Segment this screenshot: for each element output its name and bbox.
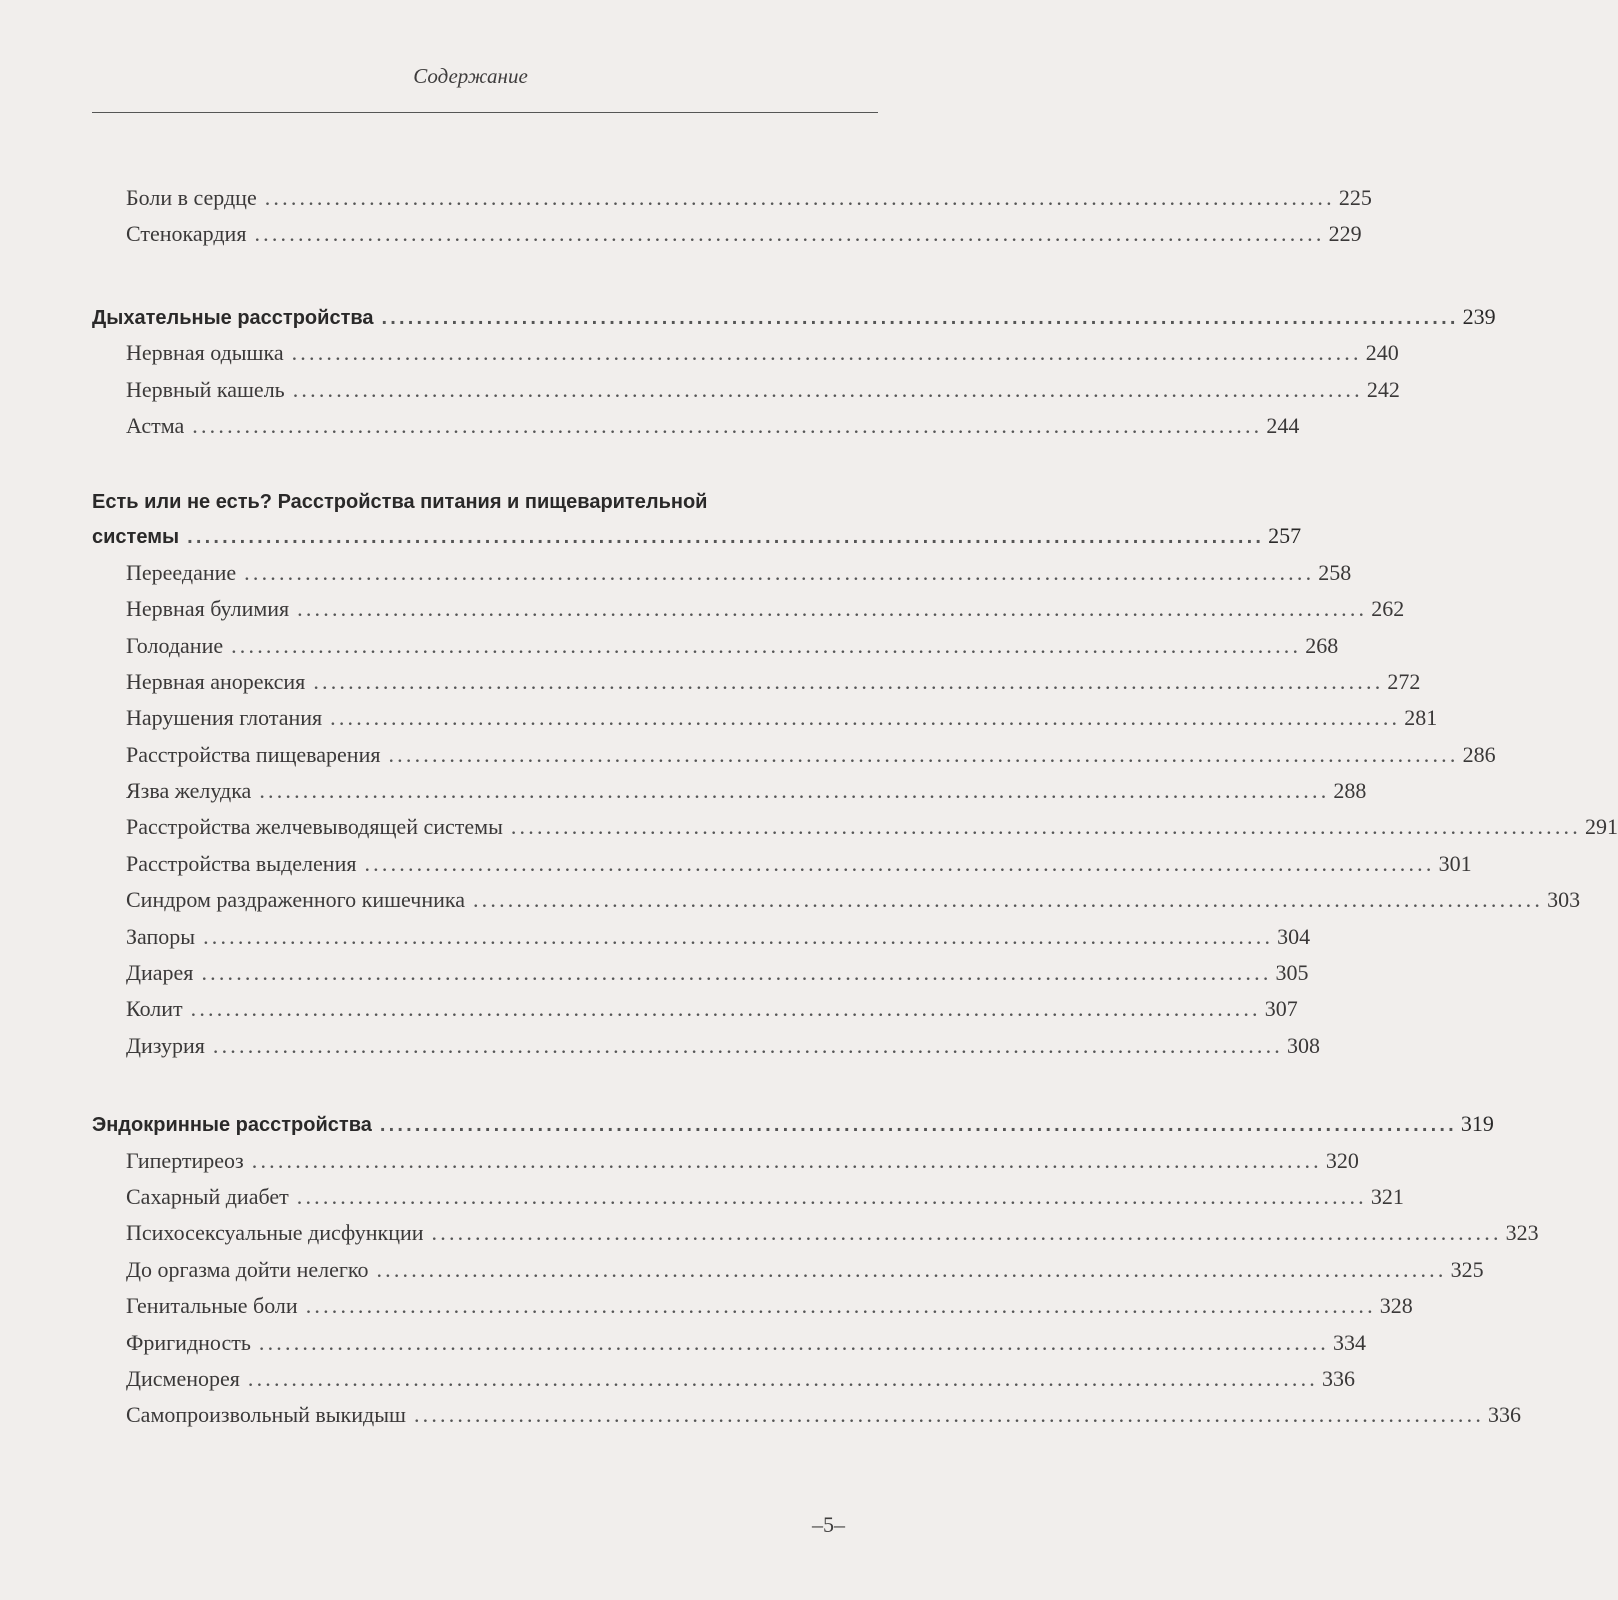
running-head: Содержание <box>413 64 528 88</box>
entry-page: 229 <box>1328 221 1362 247</box>
leader-dots: ........................................................................................................................... <box>187 526 1265 549</box>
entry-page: 328 <box>1379 1293 1413 1319</box>
toc-entry[interactable] <box>92 1325 1366 1361</box>
heading-page: 239 <box>1462 303 1496 329</box>
leader-dots: ........................................................................................................................... <box>212 1032 1284 1058</box>
leader-dots: ........................................................................................................................... <box>201 960 1272 986</box>
heading-page: 257 <box>1268 523 1302 549</box>
heading-title-line1: Есть или не есть? Расстройства питания и пищеварительной <box>92 491 708 514</box>
leader-dots: ........................................................................................................................... <box>330 705 1401 731</box>
entry-title: Дисменорея <box>126 1365 240 1391</box>
entry-page: 307 <box>1264 996 1298 1022</box>
leader-dots: ........................................................................................................................... <box>258 1329 1329 1355</box>
leader-dots: ........................................................................................................................... <box>313 668 1384 694</box>
entry-page: 301 <box>1438 850 1472 876</box>
leader-dots: ........................................................................................................................... <box>431 1220 1502 1246</box>
leader-dots: ........................................................................................................................... <box>259 778 1330 804</box>
entry-title: Язва желудка <box>126 778 252 804</box>
toc-heading[interactable] <box>92 1106 1494 1142</box>
entry-title: Расстройства желчевыводящей системы <box>126 814 503 840</box>
leader-dots: ........................................................................................................................... <box>231 632 1302 658</box>
entry-title: Нервная одышка <box>126 340 284 366</box>
toc-section <box>92 486 1618 1064</box>
toc-entry[interactable] <box>92 1288 1413 1324</box>
entry-title: Нервная анорексия <box>126 668 306 694</box>
toc-entry[interactable] <box>92 882 1581 918</box>
leader-dots: ........................................................................................................................... <box>254 221 1325 247</box>
entry-title: Самопроизвольный выкидыш <box>126 1402 406 1428</box>
toc-entry[interactable] <box>92 955 1309 991</box>
leader-dots: ........................................................................................................................... <box>296 1183 1367 1209</box>
entry-page: 336 <box>1322 1365 1355 1391</box>
toc-section <box>92 180 1372 253</box>
heading-page: 319 <box>1460 1111 1494 1137</box>
toc-entry[interactable] <box>92 372 1400 408</box>
toc-heading[interactable] <box>92 486 1302 554</box>
entry-page: 308 <box>1287 1032 1321 1058</box>
entry-page: 242 <box>1366 376 1400 402</box>
heading-title-line2 <box>92 518 1302 554</box>
entry-title: Колит <box>126 996 183 1022</box>
toc-heading[interactable] <box>92 299 1496 335</box>
leader-dots: ........................................................................................................................... <box>291 340 1362 366</box>
toc-section <box>92 1106 1539 1434</box>
leader-dots: ........................................................................................................................... <box>305 1293 1376 1319</box>
heading-title: системы <box>92 526 180 549</box>
entry-title: Фригидность <box>126 1329 251 1355</box>
toc-entry[interactable] <box>92 809 1618 845</box>
toc-entry[interactable] <box>92 216 1362 252</box>
entry-title: Сахарный диабет <box>126 1183 289 1209</box>
toc-entry[interactable] <box>92 180 1372 216</box>
entry-title: До оргазма дойти нелегко <box>126 1256 369 1282</box>
toc-entry[interactable] <box>92 919 1311 955</box>
entry-page: 281 <box>1404 705 1438 731</box>
toc-entry[interactable] <box>92 1028 1321 1064</box>
toc-entry[interactable] <box>92 591 1405 627</box>
entry-page: 304 <box>1277 923 1311 949</box>
toc-entry[interactable] <box>92 737 1496 773</box>
toc-entry[interactable] <box>92 628 1339 664</box>
heading-title: Эндокринные расстройства <box>92 1114 372 1137</box>
entry-title: Синдром раздраженного кишечника <box>126 887 465 913</box>
leader-dots: ........................................................................................................................... <box>247 1365 1318 1391</box>
entry-page: 286 <box>1462 741 1496 767</box>
leader-dots: ........................................................................................................................... <box>381 306 1459 329</box>
entry-page: 244 <box>1266 412 1300 438</box>
leader-dots: ........................................................................................................................... <box>292 376 1363 402</box>
entry-title: Нервный кашель <box>126 376 285 402</box>
toc-entry[interactable] <box>92 1179 1404 1215</box>
entry-page: 320 <box>1325 1147 1359 1173</box>
leader-dots: ........................................................................................................................... <box>203 923 1274 949</box>
entry-title: Нервная булимия <box>126 596 290 622</box>
entry-page: 323 <box>1505 1220 1539 1246</box>
leader-dots: ........................................................................................................................... <box>472 887 1544 913</box>
table-of-contents <box>92 180 1618 1476</box>
toc-entry[interactable] <box>92 664 1421 700</box>
toc-entry[interactable] <box>92 1361 1355 1397</box>
entry-title: Психосексуальные дисфункции <box>126 1220 424 1246</box>
entry-page: 272 <box>1387 668 1421 694</box>
toc-entry[interactable] <box>92 335 1399 371</box>
toc-entry[interactable] <box>92 555 1352 591</box>
entry-page: 240 <box>1365 340 1399 366</box>
toc-entry[interactable] <box>92 1397 1522 1433</box>
leader-dots: ........................................................................................................................... <box>251 1147 1322 1173</box>
toc-entry[interactable] <box>92 408 1300 444</box>
entry-title: Боли в сердце <box>126 185 257 210</box>
entry-page: 268 <box>1305 632 1339 658</box>
entry-title: Диарея <box>126 960 194 986</box>
page-number: –5– <box>812 1512 845 1537</box>
entry-page: 258 <box>1318 559 1352 585</box>
toc-entry[interactable] <box>92 846 1472 882</box>
leader-dots: ........................................................................................................................... <box>388 741 1459 767</box>
leader-dots: ........................................................................................................................... <box>264 185 1335 210</box>
toc-entry[interactable] <box>92 1143 1359 1179</box>
entry-page: 325 <box>1450 1256 1484 1282</box>
entry-page: 336 <box>1488 1402 1522 1428</box>
entry-title: Астма <box>126 412 185 438</box>
entry-page: 305 <box>1275 960 1309 986</box>
entry-page: 334 <box>1333 1329 1366 1355</box>
leader-dots: ........................................................................................................................... <box>244 559 1315 585</box>
leader-dots: ........................................................................................................................... <box>413 1402 1485 1428</box>
entry-title: Переедание <box>126 559 237 585</box>
entry-title: Нарушения глотания <box>126 705 323 731</box>
entry-page: 303 <box>1547 887 1581 913</box>
entry-title: Стенокардия <box>126 221 247 247</box>
entry-title: Голодание <box>126 632 224 658</box>
toc-section <box>92 299 1496 445</box>
heading-title: Дыхательные расстройства <box>92 306 374 329</box>
leader-dots: ........................................................................................................................... <box>190 996 1261 1022</box>
leader-dots: ........................................................................................................................... <box>364 850 1435 876</box>
entry-title: Генитальные боли <box>126 1293 298 1319</box>
toc-entry[interactable] <box>92 773 1367 809</box>
entry-page: 225 <box>1338 185 1372 210</box>
leader-dots: ........................................................................................................................... <box>510 814 1581 840</box>
entry-title: Гипертиреоз <box>126 1147 244 1173</box>
toc-entry[interactable] <box>92 1252 1484 1288</box>
leader-dots: ........................................................................................................................... <box>192 412 1263 438</box>
entry-page: 291 <box>1584 814 1618 840</box>
entry-title: Запоры <box>126 923 196 949</box>
leader-dots: ........................................................................................................................... <box>379 1114 1457 1137</box>
header-rule <box>92 112 878 113</box>
entry-title: Расстройства выделения <box>126 850 357 876</box>
entry-page: 262 <box>1371 596 1405 622</box>
toc-entry[interactable] <box>92 991 1298 1027</box>
entry-page: 321 <box>1370 1183 1404 1209</box>
leader-dots: ........................................................................................................................... <box>376 1256 1447 1282</box>
toc-entry[interactable] <box>92 700 1438 736</box>
entry-title: Расстройства пищеварения <box>126 741 381 767</box>
entry-title: Дизурия <box>126 1032 205 1058</box>
leader-dots: ........................................................................................................................... <box>297 596 1368 622</box>
toc-entry[interactable] <box>92 1215 1539 1251</box>
entry-page: 288 <box>1333 778 1367 804</box>
